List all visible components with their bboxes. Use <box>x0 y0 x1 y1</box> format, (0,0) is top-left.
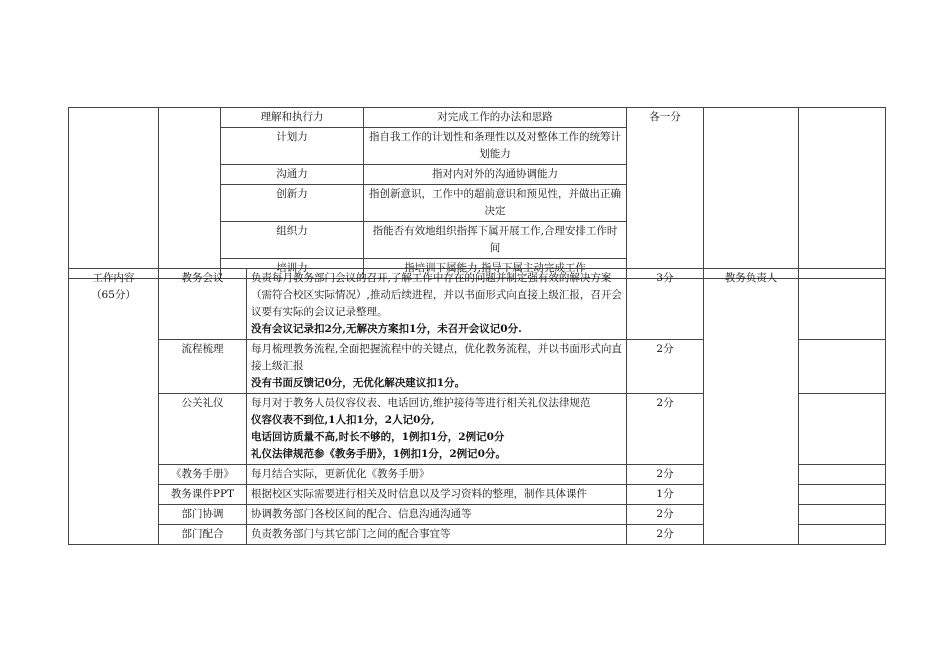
item-name: 教务会议 <box>159 269 247 340</box>
blank-cell <box>159 108 221 279</box>
competency-name: 理解和执行力 <box>221 108 364 128</box>
item-desc: 负责教务部门与其它部门之间的配合事宜等 <box>247 525 627 545</box>
competency-row <box>69 108 886 128</box>
blank-cell <box>799 485 886 505</box>
competency-name: 组织力 <box>221 222 364 259</box>
blank-cell <box>799 394 886 465</box>
item-name: 公关礼仪 <box>159 394 247 465</box>
blank-cell <box>799 465 886 485</box>
competency-score: 各一分 <box>627 108 704 279</box>
blank-cell <box>69 108 159 279</box>
category-points: （65分） <box>91 289 136 301</box>
competency-desc: 对完成工作的办法和思路 <box>364 108 627 128</box>
work-content-table <box>68 268 886 545</box>
item-desc: 每月结合实际，更新优化《教务手册》 <box>247 465 627 485</box>
item-score: 2分 <box>627 340 704 394</box>
blank-cell <box>704 108 799 279</box>
item-score: 2分 <box>627 394 704 465</box>
item-desc: 协调教务部门各校区间的配合、信息沟通沟通等 <box>247 505 627 525</box>
competency-name: 培训力 <box>221 259 364 279</box>
competency-desc: 指培训下属能力,指导下属主动完成工作 <box>364 259 627 279</box>
competency-desc: 指创新意识，工作中的超前意识和预见性，并做出正确决定 <box>364 185 627 222</box>
item-score: 1分 <box>627 485 704 505</box>
item-rule: 没有书面反馈记0分，无优化解决建议扣1分。 <box>251 377 466 389</box>
competency-name: 计划力 <box>221 128 364 165</box>
competency-desc: 指对内对外的沟通协调能力 <box>364 165 627 185</box>
blank-cell <box>799 108 886 279</box>
item-desc-text: 负责每月教务部门会议的召开,了解工作中存在的问题并制定强有效的解决方案（需符合校区实际情况）,推动后续进程，并以书面形式向直接上级汇报，召开会议要有实际的会议记录整理。 <box>251 272 622 318</box>
category-cell <box>69 269 159 545</box>
item-name: 《教务手册》 <box>159 465 247 485</box>
item-rule: 礼仪法律规范参《教务手册》，1例扣1分，2例记0分。 <box>251 448 506 460</box>
item-desc <box>247 269 627 340</box>
item-name: 部门配合 <box>159 525 247 545</box>
item-rule: 仪容仪表不到位,1人扣1分，2人记0分, <box>251 414 435 426</box>
competency-desc: 指能否有效地组织指挥下属开展工作,合理安排工作时间 <box>364 222 627 259</box>
item-desc-text: 每月对于教务人员仪容仪表、电话回访,维护接待等进行相关礼仪法律规范 <box>251 397 591 409</box>
owner-cell: 教务负责人 <box>704 269 799 545</box>
item-rule: 电话回访质量不高,时长不够的，1例扣1分，2例记0分 <box>251 431 505 443</box>
competency-table <box>68 107 886 279</box>
blank-cell <box>799 340 886 394</box>
blank-cell <box>799 525 886 545</box>
category-label: 工作内容 <box>92 272 135 284</box>
competency-desc: 指自我工作的计划性和条理性以及对整体工作的统筹计划能力 <box>364 128 627 165</box>
item-desc-text: 每月梳理教务流程,全面把握流程中的关键点，优化教务流程，并以书面形式向直接上级汇报 <box>251 343 622 372</box>
item-desc <box>247 340 627 394</box>
item-score: 2分 <box>627 465 704 485</box>
blank-cell <box>799 269 886 340</box>
blank-cell <box>799 505 886 525</box>
item-rule: 没有会议记录扣2分,无解决方案扣1分，未召开会议记0分. <box>251 323 522 335</box>
item-name: 部门协调 <box>159 505 247 525</box>
item-score: 3分 <box>627 269 704 340</box>
item-score: 2分 <box>627 505 704 525</box>
item-score: 2分 <box>627 525 704 545</box>
item-desc: 根据校区实际需要进行相关及时信息以及学习资料的整理，制作具体课件 <box>247 485 627 505</box>
item-desc <box>247 394 627 465</box>
competency-name: 创新力 <box>221 185 364 222</box>
item-name: 流程梳理 <box>159 340 247 394</box>
item-name: 教务课件PPT <box>159 485 247 505</box>
work-row <box>69 269 886 340</box>
competency-name: 沟通力 <box>221 165 364 185</box>
